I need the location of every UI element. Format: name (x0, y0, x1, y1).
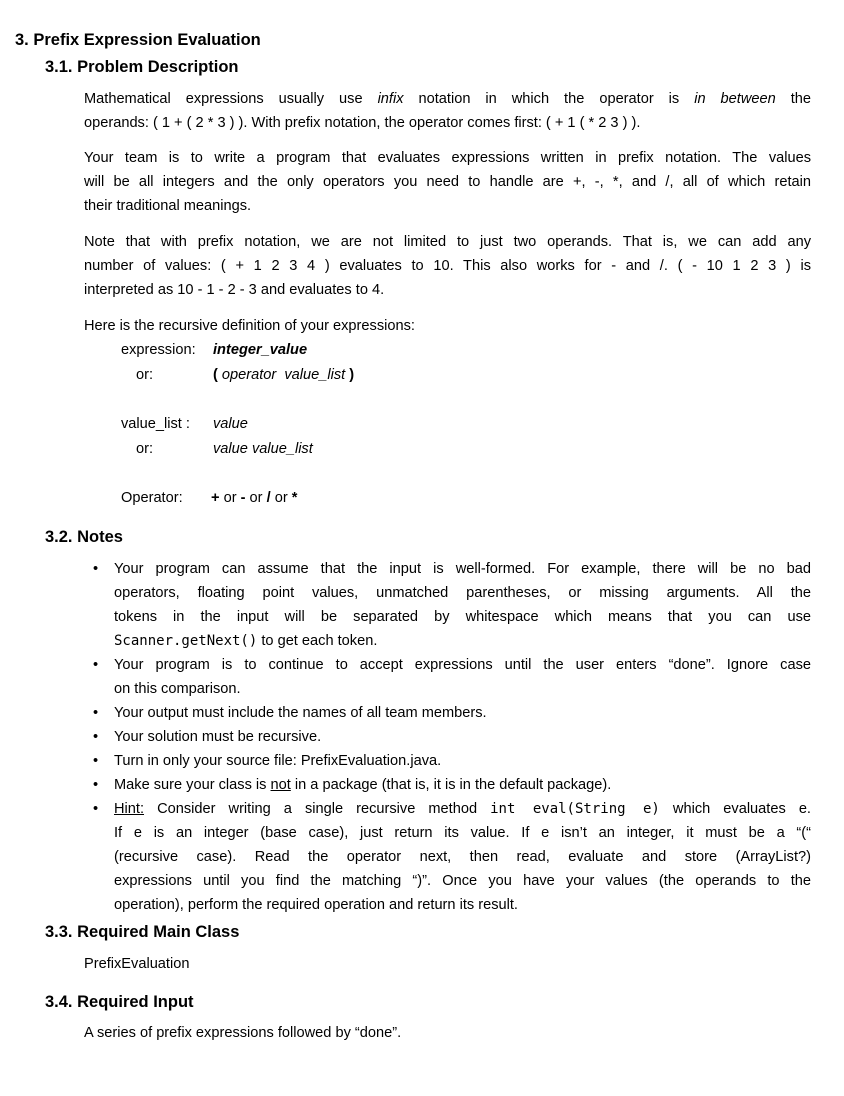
list-item (93, 749, 811, 773)
text-line (114, 653, 811, 677)
text-line (114, 797, 811, 821)
text-line (114, 821, 811, 845)
text-run: operands: ( 1 + ( 2 * 3 ) ). With prefix notation, the operator comes first: ( + 1 ( * 2 3 ) ). (84, 115, 641, 131)
text-run: Your solution must be recursive. (114, 729, 322, 745)
bullet-icon: • (93, 561, 99, 577)
text-run: Note that with prefix notation, we are not limited to just two operands. That is, we can add any (84, 234, 811, 250)
grammar-expression-value: integer_value (213, 342, 308, 358)
bullet-icon: • (93, 729, 99, 745)
text-run: Turn in only your source file: PrefixEvaluation.java. (114, 753, 442, 769)
text-line (114, 605, 811, 629)
text-run: Your program is to continue to accept expressions until the user enters “done”. Ignore case (114, 657, 811, 673)
text-line (84, 111, 811, 135)
text-run: Your team is to write a program that evaluates expressions written in prefix notation. The values (84, 150, 811, 166)
text-run: infix (377, 91, 404, 107)
text-run: number of values: ( + 1 2 3 4 ) evaluates to 10. This also works for - and /. ( - 10 1 2 3 ) is (84, 258, 811, 274)
text-line (114, 845, 811, 869)
text-line (114, 629, 811, 653)
text-line (114, 773, 811, 797)
text-line (84, 194, 811, 218)
text-run: Here is the recursive definition of your expressions: (84, 318, 415, 334)
list-item (93, 773, 811, 797)
text-line (84, 87, 811, 111)
text-line (84, 170, 811, 194)
text-run: tokens in the input will be separated by whitespace which means that you can use (114, 609, 811, 625)
op-plus: + (211, 490, 220, 506)
text-run: expressions until you find the matching “)”. Once you have your values (the operands to the (114, 873, 811, 889)
text-run: to get each token. (257, 633, 378, 649)
code-span: Scanner.getNext() (114, 633, 258, 649)
paragraph (84, 87, 811, 135)
text-line (114, 677, 811, 701)
text-run: operators, floating point values, unmatched parentheses, or missing arguments. All the (114, 585, 811, 601)
text-line (84, 314, 811, 338)
text-line (114, 581, 811, 605)
bullet-icon: • (93, 705, 99, 721)
main-class-text: PrefixEvaluation (84, 956, 190, 972)
text-run: which evaluates e. (659, 801, 811, 817)
subsection-title-required-input: 3.4. Required Input (45, 993, 194, 1011)
grammar-operator-value (211, 486, 297, 510)
text-run: If e is an integer (base case), just return its value. If e isn’t an integer, it must be a “(“ (114, 825, 811, 841)
section-heading: 3. Prefix Expression Evaluation (15, 31, 261, 49)
text-run: interpreted as 10 - 1 - 2 - 3 and evaluates to 4. (84, 282, 385, 298)
text-run: the (775, 91, 812, 107)
notes-list (93, 557, 811, 917)
list-item (93, 557, 811, 653)
text-line (114, 869, 811, 893)
grammar-or-value (213, 363, 354, 387)
op-or: or (245, 490, 267, 506)
op-or: or (219, 490, 241, 506)
required-input-text: A series of prefix expressions followed by “done”. (84, 1025, 402, 1041)
op-or: or (270, 490, 292, 506)
grammar-value-list-value: value (213, 416, 248, 432)
text-run: (recursive case). Read the operator next, then read, evaluate and store (ArrayList?) (114, 849, 811, 865)
text-run: not (270, 777, 291, 793)
text-line (84, 254, 811, 278)
close-paren: ) (345, 367, 355, 383)
open-paren: ( (213, 367, 222, 383)
op-div: / (266, 490, 271, 506)
bullet-icon: • (93, 801, 99, 817)
code-span: int eval(String e) (490, 801, 660, 817)
grammar-or-label: or: (136, 367, 154, 383)
list-item (93, 797, 811, 917)
text-run: Make sure your class is (114, 777, 271, 793)
text-run: Hint: (114, 801, 145, 817)
text-run: in between (694, 91, 776, 107)
bullet-icon: • (93, 657, 99, 673)
main-class-name (84, 952, 811, 976)
grammar-value-list-label: value_list : (121, 416, 190, 432)
text-line (84, 230, 811, 254)
text-line (114, 893, 811, 917)
grammar-or-label-2: or: (136, 441, 154, 457)
text-line (114, 749, 811, 773)
text-run: in a package (that is, it is in the default package). (290, 777, 612, 793)
text-run: their traditional meanings. (84, 198, 252, 214)
paragraph (84, 146, 811, 218)
list-item (93, 701, 811, 725)
text-run: will be all integers and the only operators you need to handle are +, -, *, and /, all of which retain (84, 174, 811, 190)
grammar-or-value-2: value value_list (213, 441, 313, 457)
paragraph (84, 314, 811, 338)
list-item (93, 653, 811, 701)
op-minus: - (240, 490, 246, 506)
bullet-icon: • (93, 753, 99, 769)
subsection-title-problem-description: 3.1. Problem Description (45, 58, 239, 76)
text-line (114, 725, 811, 749)
bullet-icon: • (93, 777, 99, 793)
text-line (114, 557, 811, 581)
text-run: Your program can assume that the input is well-formed. For example, there will be no bad (114, 561, 811, 577)
paragraph (84, 230, 811, 302)
subsection-title-main-class: 3.3. Required Main Class (45, 923, 240, 941)
text-line (114, 701, 811, 725)
text-run: on this comparison. (114, 681, 241, 697)
text-run: Consider writing a single recursive method (144, 801, 491, 817)
required-input (84, 1021, 811, 1045)
text-run: Your output must include the names of all team members. (114, 705, 487, 721)
text-run: operation), perform the required operation and return its result. (114, 897, 518, 913)
text-line (84, 278, 811, 302)
text-run: notation in which the operator is (403, 91, 695, 107)
grammar-expression-label: expression: (121, 342, 196, 358)
text-line (84, 146, 811, 170)
list-item (93, 725, 811, 749)
operator-value-list: operator value_list (221, 367, 346, 383)
text-run: Mathematical expressions usually use (84, 91, 378, 107)
grammar-operator-label: Operator: (121, 490, 183, 506)
op-mul: * (291, 490, 298, 506)
subsection-title-notes: 3.2. Notes (45, 528, 123, 546)
